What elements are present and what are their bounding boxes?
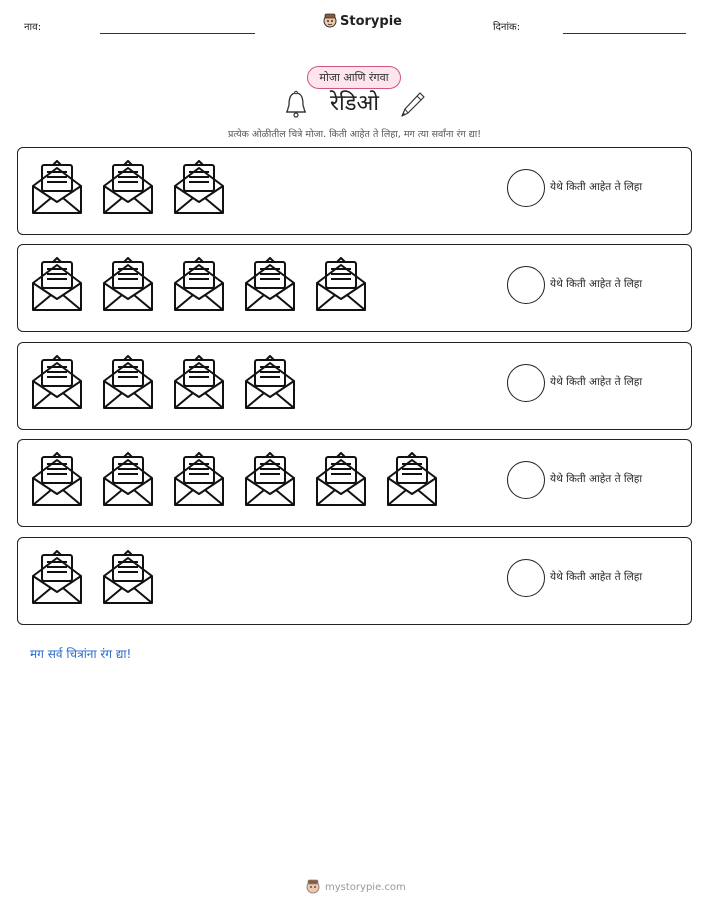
envelope-icon[interactable] <box>30 355 84 411</box>
answer-circle[interactable] <box>507 266 545 304</box>
answer-circle[interactable] <box>507 461 545 499</box>
counting-row <box>17 537 692 625</box>
envelope-icon[interactable] <box>243 355 297 411</box>
envelope-icon[interactable] <box>101 257 155 313</box>
date-line[interactable] <box>563 33 686 34</box>
answer-label: येथे किती आहेत ते लिहा <box>550 181 643 193</box>
answer-circle[interactable] <box>507 169 545 207</box>
envelope-icon[interactable] <box>30 257 84 313</box>
envelope-icon[interactable] <box>314 452 368 508</box>
name-line[interactable] <box>100 33 255 34</box>
brand-name: Storypie <box>340 13 402 29</box>
storypie-mascot-icon <box>306 879 320 895</box>
coloring-reminder: मग सर्व चित्रांना रंग द्या! <box>30 647 132 661</box>
counting-row <box>17 244 692 332</box>
envelope-icon[interactable] <box>172 355 226 411</box>
envelope-icon[interactable] <box>30 160 84 216</box>
envelope-icon[interactable] <box>314 257 368 313</box>
envelope-icon[interactable] <box>101 355 155 411</box>
envelope-icon[interactable] <box>101 452 155 508</box>
envelope-icon[interactable] <box>172 452 226 508</box>
site-url: mystorypie.com <box>325 881 406 893</box>
name-label: नाव: <box>24 22 42 33</box>
counting-row <box>17 342 692 430</box>
envelope-icon[interactable] <box>243 452 297 508</box>
activity-tag: मोजा आणि रंगवा <box>307 66 401 89</box>
counting-row <box>17 147 692 235</box>
envelope-icon[interactable] <box>172 160 226 216</box>
date-label: दिनांक: <box>493 22 521 33</box>
envelope-icon[interactable] <box>243 257 297 313</box>
envelope-icon[interactable] <box>30 452 84 508</box>
pencil-icon <box>398 90 426 120</box>
envelope-icon[interactable] <box>172 257 226 313</box>
envelope-icon[interactable] <box>101 160 155 216</box>
envelope-icon[interactable] <box>385 452 439 508</box>
envelope-icon[interactable] <box>30 550 84 606</box>
answer-label: येथे किती आहेत ते लिहा <box>550 278 643 290</box>
answer-label: येथे किती आहेत ते लिहा <box>550 571 643 583</box>
answer-label: येथे किती आहेत ते लिहा <box>550 376 643 388</box>
brand-logo <box>323 13 402 29</box>
envelope-icon[interactable] <box>101 550 155 606</box>
answer-circle[interactable] <box>507 559 545 597</box>
worksheet-title: रेडिओ <box>330 91 379 116</box>
answer-label: येथे किती आहेत ते लिहा <box>550 473 643 485</box>
instructions: प्रत्येक ओळीतील चित्रे मोजा. किती आहेत ते लिहा, मग त्या सर्वांना रंग द्या! <box>227 129 482 140</box>
counting-row <box>17 439 692 527</box>
site-footer <box>306 879 406 895</box>
answer-circle[interactable] <box>507 364 545 402</box>
storypie-mascot-icon <box>323 13 337 29</box>
